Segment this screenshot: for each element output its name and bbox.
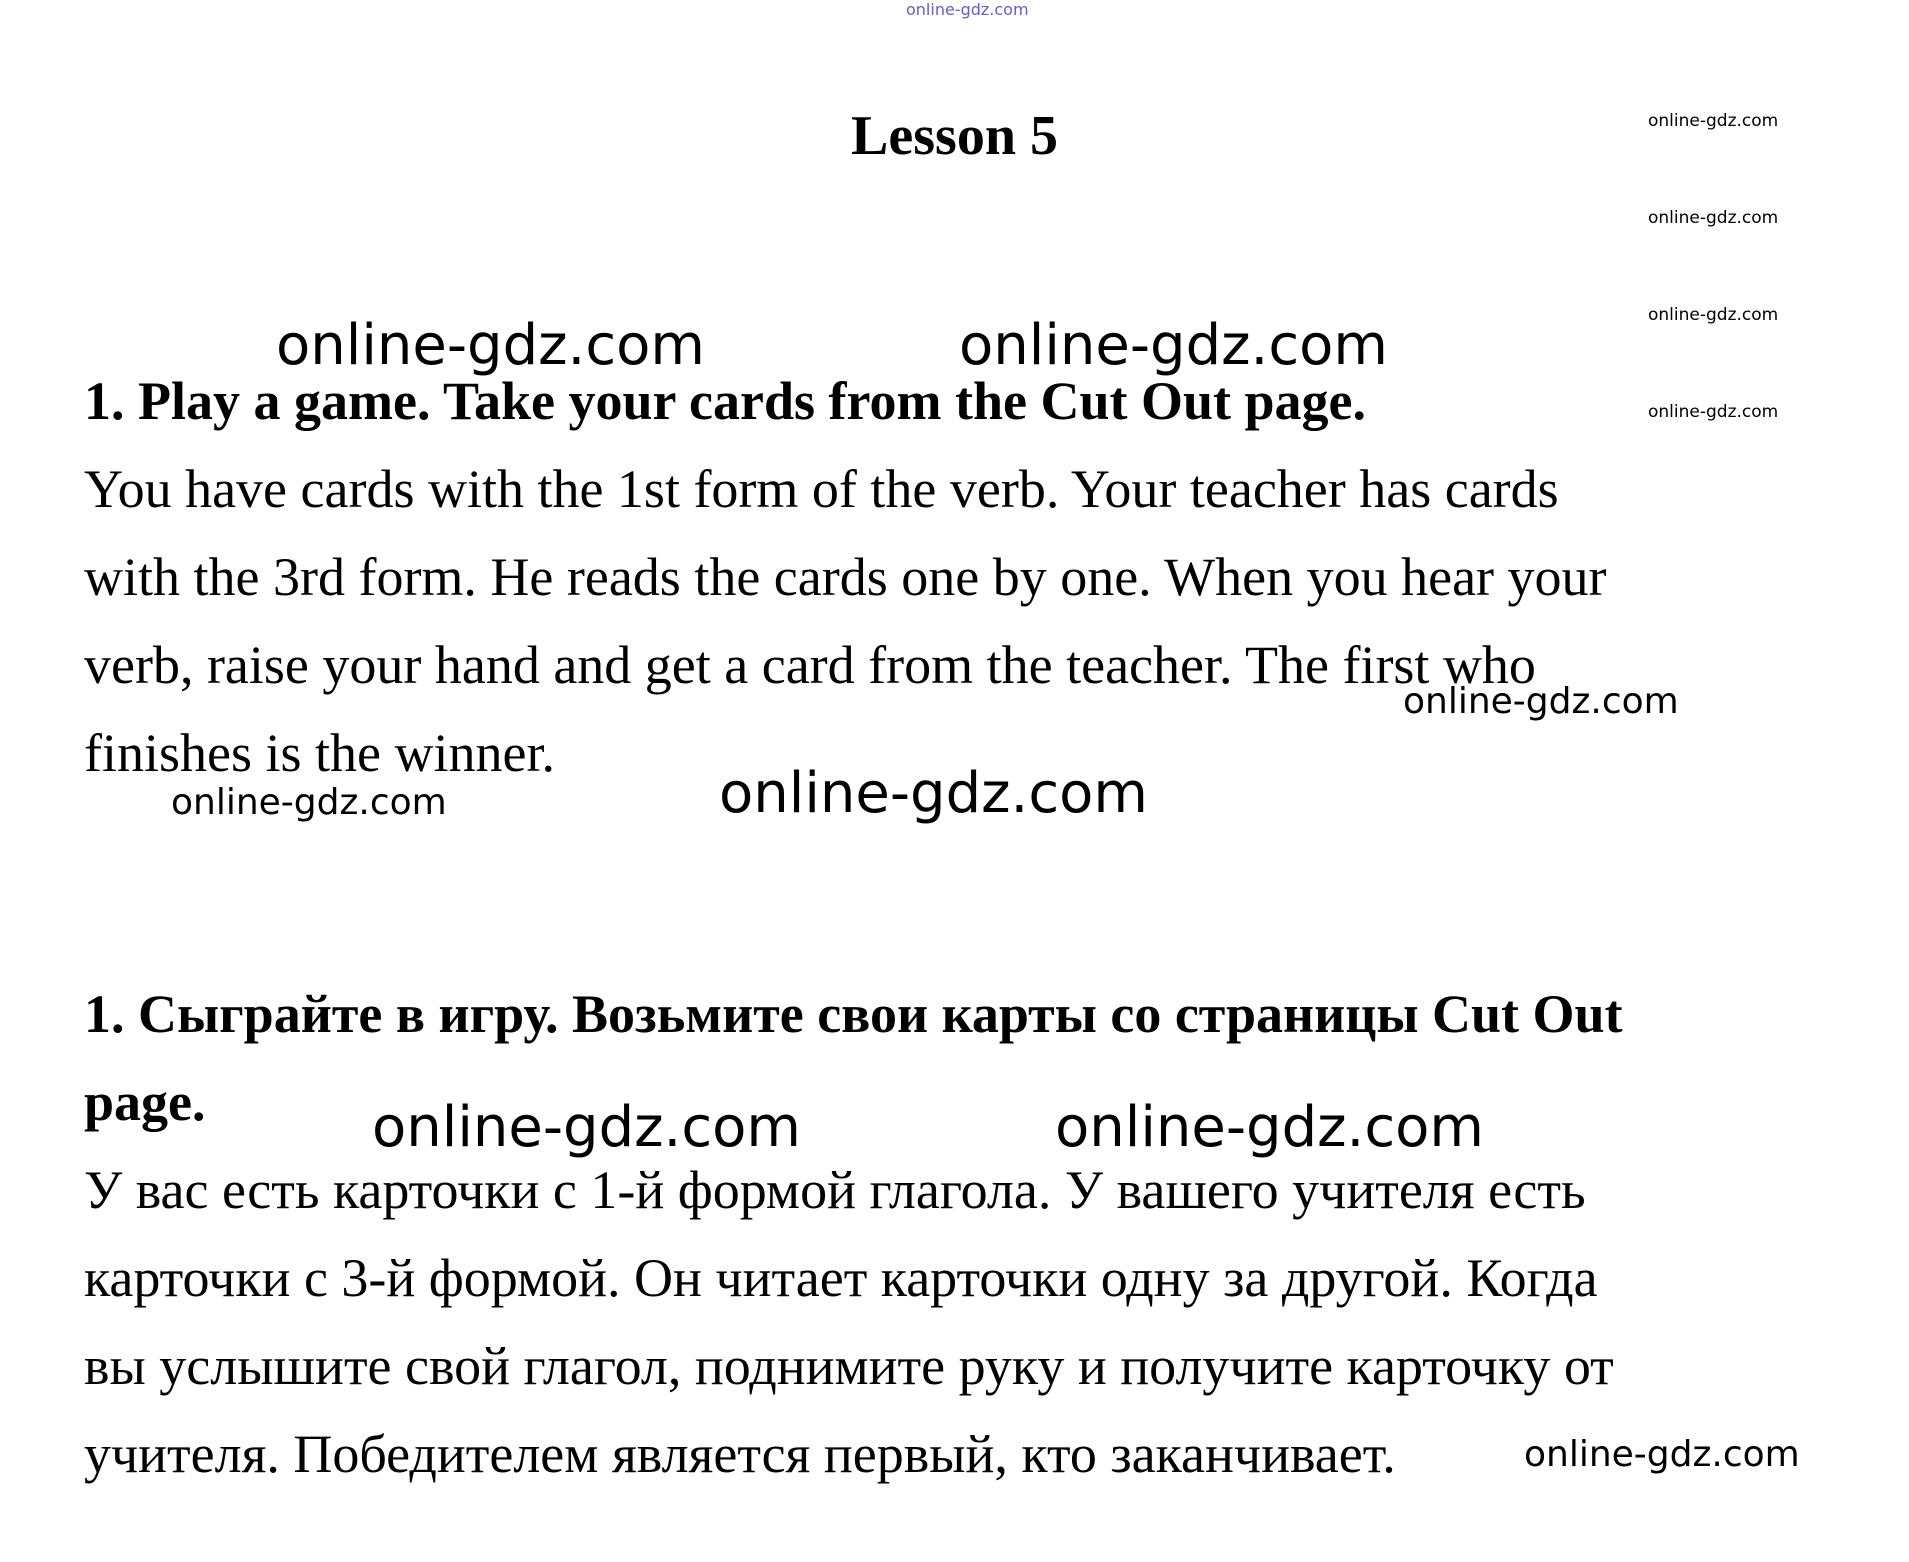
watermark-big-1: online-gdz.com	[276, 313, 705, 378]
russian-line-3: вы услышите свой глагол, поднимите руку и получите карточку от	[84, 1336, 1614, 1396]
russian-line-1: У вас есть карточки с 1-й формой глагола. У вашего учителя есть	[84, 1160, 1586, 1220]
english-heading: 1. Play a game. Take your cards from the Cut Out page.	[84, 371, 1366, 431]
english-line-4: finishes is the winner.	[84, 723, 555, 783]
watermark-small-2: online-gdz.com	[171, 782, 447, 823]
watermark-right-4: online-gdz.com	[1648, 402, 1779, 422]
top-watermark: online-gdz.com	[906, 0, 1029, 19]
watermark-big-5: online-gdz.com	[1055, 1095, 1484, 1160]
watermark-right-1: online-gdz.com	[1648, 111, 1779, 131]
lesson-title: Lesson 5	[851, 105, 1058, 167]
russian-line-4: учителя. Победителем является первый, кто заканчивает.	[84, 1424, 1396, 1484]
watermark-big-4: online-gdz.com	[372, 1095, 801, 1160]
russian-heading-line-1: 1. Сыграйте в игру. Возьмите свои карты со страницы Cut Out	[84, 984, 1623, 1044]
english-line-2: with the 3rd form. He reads the cards one by one. When you hear your	[84, 547, 1607, 607]
watermark-big-3: online-gdz.com	[719, 761, 1148, 826]
watermark-right-3: online-gdz.com	[1648, 305, 1779, 325]
watermark-big-2: online-gdz.com	[959, 313, 1388, 378]
russian-heading-line-2: page.	[84, 1072, 206, 1132]
english-line-3: verb, raise your hand and get a card from the teacher. The first who	[84, 635, 1536, 695]
english-line-1: You have cards with the 1st form of the verb. Your teacher has cards	[84, 459, 1559, 519]
watermark-small-1: online-gdz.com	[1403, 681, 1679, 722]
watermark-small-3: online-gdz.com	[1524, 1434, 1800, 1475]
russian-line-2: карточки с 3-й формой. Он читает карточки одну за другой. Когда	[84, 1248, 1598, 1308]
watermark-right-2: online-gdz.com	[1648, 208, 1779, 228]
